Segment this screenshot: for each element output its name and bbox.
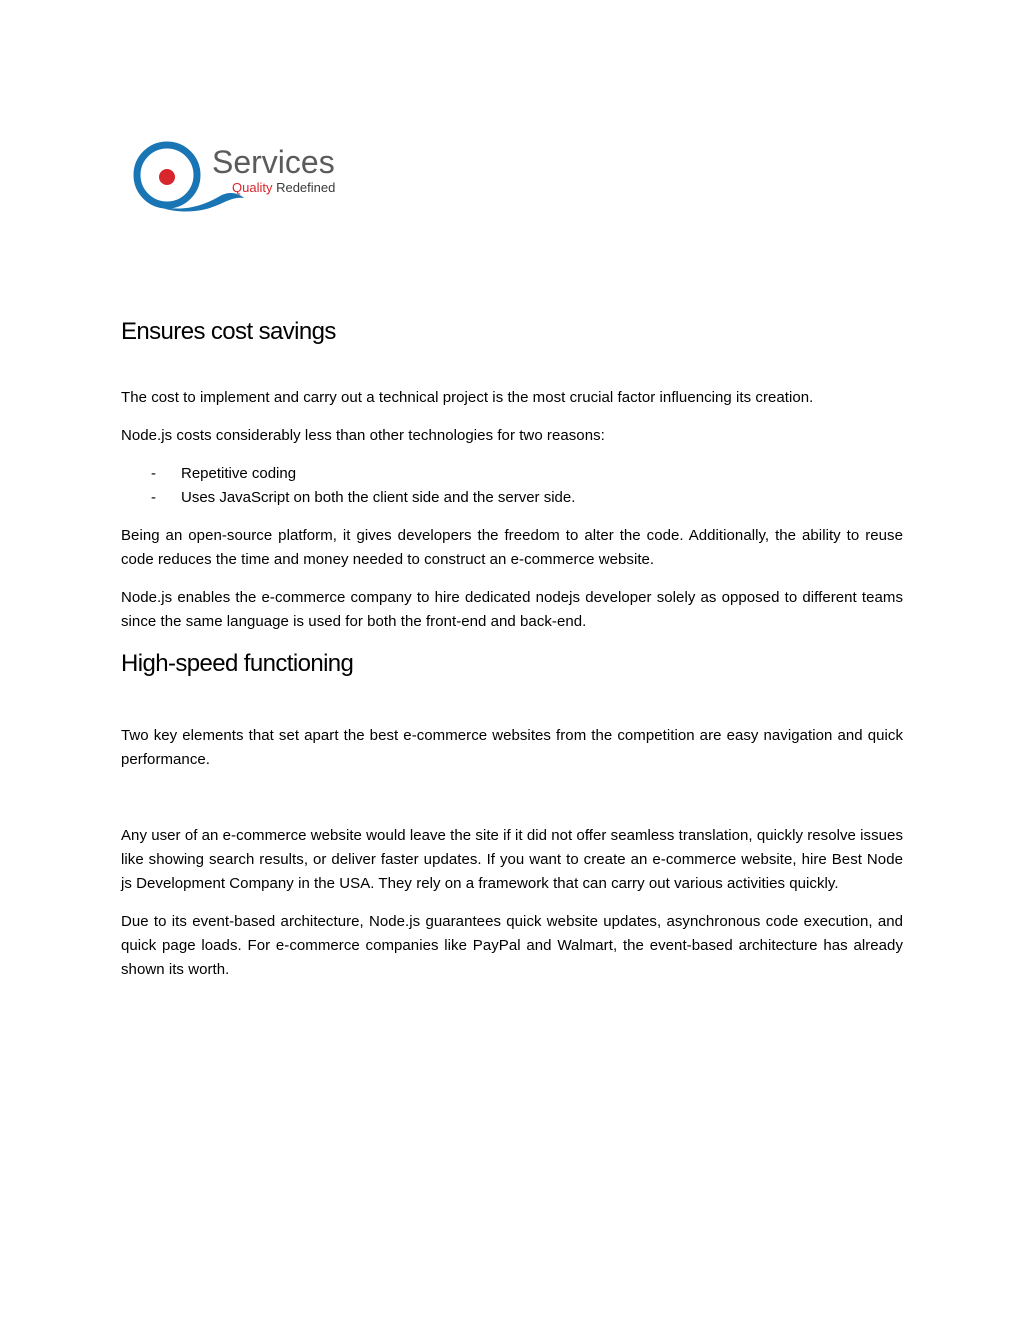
list-item-text: Uses JavaScript on both the client side and the server side. [181,489,576,506]
paragraph-hire-developer: Node.js enables the e-commerce company to hire dedicated nodejs developer solely as opposed to different teams since the same language is used for both the front-end and back-end. [121,589,903,630]
heading-high-speed: High-speed functioning [121,650,354,677]
logo-dot-icon [159,169,175,185]
logo-tagline-text [232,180,335,195]
paragraph-two-reasons: Node.js costs considerably less than other technologies for two reasons: [121,427,605,444]
paragraph-key-elements: Two key elements that set apart the best e-commerce websites from the competition are easy navigation and quick performance. [121,727,903,768]
list-marker: - [151,489,156,506]
paragraph-cost-intro: The cost to implement and carry out a technical project is the most crucial factor influencing its creation. [121,389,814,406]
paragraph-event-based: Due to its event-based architecture, Node.js guarantees quick website updates, asynchronous code execution, and quick page loads. For e-commerce companies like PayPal and Walmart, the event-based architecture has already shown its worth. [121,913,903,978]
logo-tagline-highlight: Quality [232,180,273,195]
heading-cost-savings: Ensures cost savings [121,318,336,345]
logo-brand-text: Services [212,144,335,180]
document-body [121,314,903,982]
reasons-list [121,462,903,510]
list-item [121,486,903,510]
paragraph-open-source: Being an open-source platform, it gives developers the freedom to alter the code. Additionally, the ability to reuse code reduces the time and money needed to construct an e-commerce website. [121,527,903,568]
logo-tagline-rest: Redefined [272,180,336,195]
paragraph-user-leave: Any user of an e-commerce website would leave the site if it did not offer seamless translation, quickly resolve issues like showing search results, or deliver faster updates. If you want to create an e-commerce website, hire Best Node js Development Company in the USA. They rely on a framework that can carry out various activities quickly. [121,827,903,892]
list-marker: - [151,465,156,482]
company-logo [130,138,350,216]
list-item-text: Repetitive coding [181,465,297,482]
list-item [121,462,903,486]
